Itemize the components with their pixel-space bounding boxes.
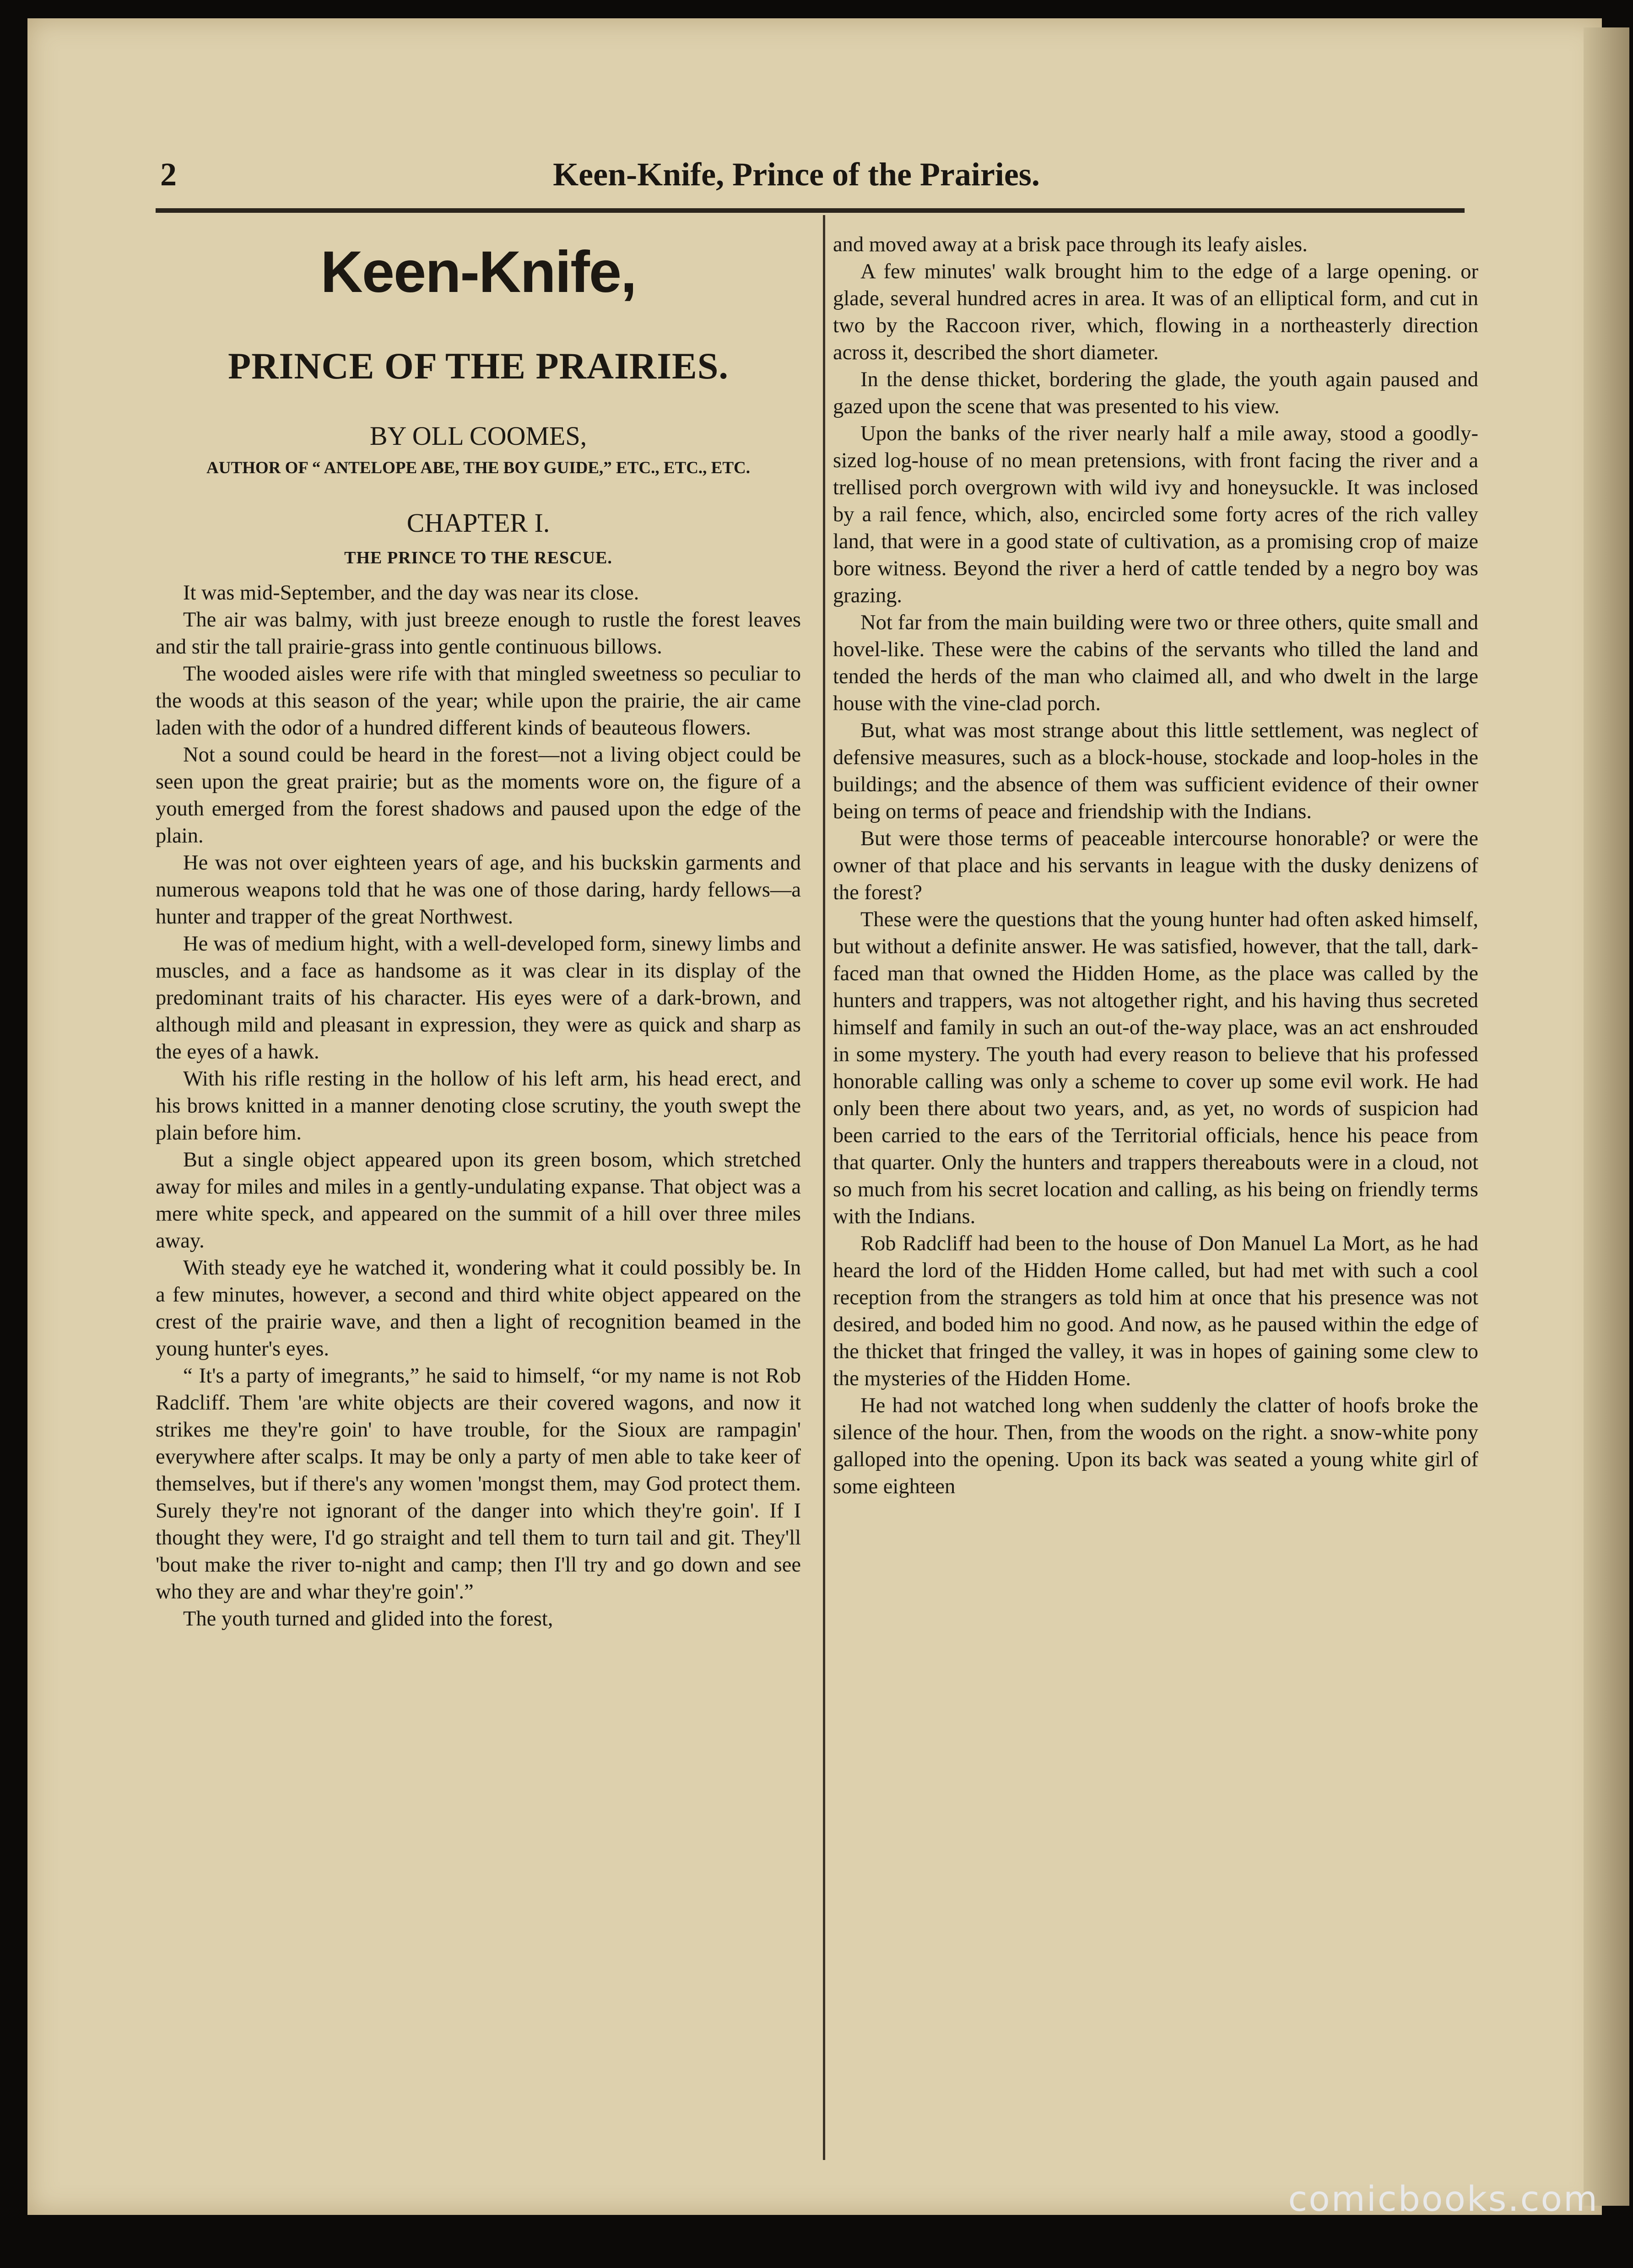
paragraph: and moved away at a brisk pace through its leafy aisles. [833, 233, 1308, 256]
left-column [156, 224, 801, 2160]
story-title: Keen-Knife, [320, 239, 636, 305]
paragraph: “ It's a party of imegrants,” he said to himself, “or my name is not Rob Radcliff. Them 'are white objects are their covered wagons, and now it strikes me they're goin' to have trouble, for the Sioux are rampagin' everywhere after scalps. It may be only a party of men able to take keer of themselves, but if there's any women 'mongst them, may God protect them. Surely they're not ignorant of the danger into which they're goin'. If I thought they were, I'd go straight and tell them to turn tail and git. They'll 'bout make the river to-night and camp; then I'll try and go down and see who they are and whar they're goin'.” [156, 1364, 801, 1604]
story-subtitle: PRINCE OF THE PRAIRIES. [228, 345, 729, 387]
paragraph: He was not over eighteen years of age, and his buckskin garments and numerous weapons told that he was one of those daring, hardy fellows—a hunter and trapper of the great Northwest. [156, 851, 801, 929]
paragraph: The wooded aisles were rife with that mingled sweetness so peculiar to the woods at this season of the year; while upon the prairie, the air came laden with the odor of a hundred different kinds of beauteous flowers. [156, 662, 801, 740]
paragraph: A few minutes' walk brought him to the edge of a large opening. or glade, several hundred acres in area. It was of an elliptical form, and cut in two by the Raccoon river, which, flowing in a northeasterly direction across it, described the short diameter. [833, 260, 1478, 364]
paragraph: But were those terms of peaceable intercourse honorable? or were the owner of that place and his servants in league with the dusky denizens of the forest? [833, 827, 1478, 904]
watermark: comicbooks.com [1288, 2178, 1599, 2219]
paragraph: In the dense thicket, bordering the glade, the youth again paused and gazed upon the scene that was presented to his view. [833, 368, 1478, 418]
running-head [128, 151, 1465, 201]
chapter-heading: CHAPTER I. [406, 508, 550, 538]
running-title: Keen-Knife, Prince of the Prairies. [553, 156, 1040, 193]
byline: BY OLL COOMES, [369, 421, 587, 451]
paragraph: He was of medium hight, with a well-developed form, sinewy limbs and muscles, and a face as handsome as it was clear in its display of the predominant traits of his character. His eyes were of a dark-brown, and although mild and pleasant in expression, they were as quick and sharp as the eyes of a hawk. [156, 932, 801, 1064]
right-column [833, 231, 1478, 2167]
paragraph: Not far from the main building were two or three others, quite small and hovel-like. These were the cabins of the servants who tilled the land and tended the herds of the man who claimed all, and who dwelt in the large house with the vine-clad porch. [833, 611, 1478, 715]
page-number: 2 [160, 156, 177, 193]
paragraph: He had not watched long when suddenly the clatter of hoofs broke the silence of the hour. Then, from the woods on the right. a snow-white pony galloped into the opening. Upon its back was seated a young white girl of some eighteen [833, 1394, 1478, 1498]
chapter-title: THE PRINCE TO THE RESCUE. [344, 548, 612, 567]
right-column-body [833, 231, 1478, 1500]
paragraph: With his rifle resting in the hollow of his left arm, his head erect, and his brows knitted in a manner denoting close scrutiny, the youth swept the plain before him. [156, 1067, 801, 1145]
paragraph: Rob Radcliff had been to the house of Don Manuel La Mort, as he had heard the lord of the Hidden Home called, but had met with such a cool reception from the strangers as told him at once that his presence was not desired, and boded him no good. And now, as he paused within the edge of the thicket that fringed the valley, it was in hopes of gaining some clew to the mysteries of the Hidden Home. [833, 1232, 1478, 1390]
paragraph: Not a sound could be heard in the forest—not a living object could be seen upon the great prairie; but as the moments wore on, the figure of a youth emerged from the forest shadows and paused upon the edge of the plain. [156, 743, 801, 848]
paragraph: The youth turned and glided into the forest, [183, 1607, 553, 1631]
paragraph: With steady eye he watched it, wondering what it could possibly be. In a few minutes, however, a second and third white object appeared on the crest of the prairie wave, and then a light of recognition beamed in the young hunter's eyes. [156, 1256, 801, 1361]
column-divider [823, 215, 825, 2160]
header-rule [156, 208, 1465, 213]
paragraph: But, what was most strange about this little settlement, was neglect of defensive measures, such as a block-house, stockade and loop-holes in the buildings; and the absence of them was sufficient evidence of their owner being on terms of peace and friendship with the Indians. [833, 719, 1478, 823]
paragraph: Upon the banks of the river nearly half a mile away, stood a goodly-sized log-house of no mean pretensions, with front facing the river and a trellised porch overgrown with wild ivy and honeysuckle. It was inclosed by a rail fence, which, also, encircled some forty acres of the rich valley land, that were in a good state of cultivation, as a promising crop of maize bore witness. Beyond the river a herd of cattle tended by a negro boy was grazing. [833, 422, 1478, 607]
left-column-body [156, 579, 801, 1632]
author-note: AUTHOR OF “ ANTELOPE ABE, THE BOY GUIDE,” ETC., ETC., ETC. [206, 459, 750, 477]
paragraph: It was mid-September, and the day was near its close. [183, 581, 639, 605]
page-edge [1584, 27, 1629, 2206]
paragraph: The air was balmy, with just breeze enough to rustle the forest leaves and stir the tall prairie-grass into gentle continuous billows. [156, 608, 801, 659]
paragraph: But a single object appeared upon its green bosom, which stretched away for miles and miles in a gently-undulating expanse. That object was a mere white speck, and appeared on the summit of a hill over three miles away. [156, 1148, 801, 1253]
paragraph: These were the questions that the young hunter had often asked himself, but without a definite answer. He was satisfied, however, that the tall, dark-faced man that owned the Hidden Home, as the place was called by the hunters and trappers, was not altogether right, and his having thus secreted himself and family in such an out-of the-way place, was an act enshrouded in some mystery. The youth had every reason to believe that his professed honorable calling was only a scheme to cover up some evil work. He had only been there about two years, and, as yet, no words of suspicion had been carried to the ears of the Territorial officials, hence his peace from that quarter. Only the hunters and trappers thereabouts were in a cloud, not so much from his secret location and calling, as his being on friendly terms with the Indians. [833, 908, 1478, 1228]
